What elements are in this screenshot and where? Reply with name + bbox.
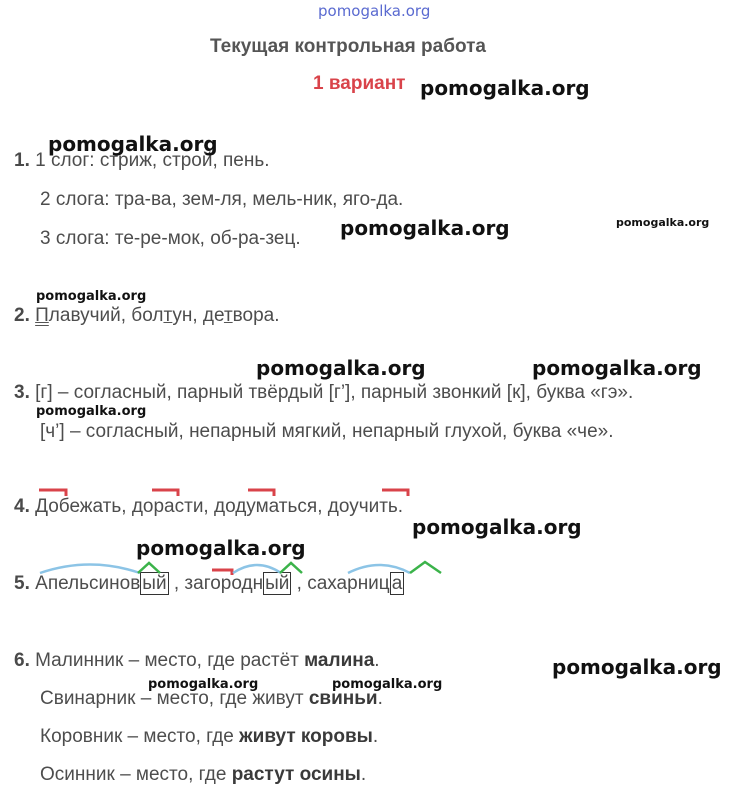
task-6-bold-4: растут осины <box>231 764 361 785</box>
task-1-number: 1. <box>14 150 30 171</box>
suffix-mark-2 <box>280 563 302 573</box>
suffix-mark-1 <box>138 563 160 573</box>
task-5-word-1: Апельсинов <box>35 573 141 594</box>
prefix-mark-1 <box>39 490 66 496</box>
task-5-sep-2: , <box>291 573 308 594</box>
task-4-text: Добежать, дорасти, додуматься, доучить. <box>35 496 404 517</box>
task-5-ending-2: ый <box>265 573 290 594</box>
task-6-bold-1: малина <box>304 650 375 671</box>
watermark-10[interactable]: pomogalka.org <box>136 536 306 560</box>
task-3-line-2: [ч’] – согласный, непарный мягкий, непарный глухой, буква «че». <box>40 421 614 442</box>
watermark-9[interactable]: pomogalka.org <box>412 515 582 539</box>
task-3-number: 3. <box>14 382 30 403</box>
task-5-ending-1: ый <box>142 573 167 594</box>
task-5-ending-3: а <box>391 573 403 594</box>
root-arc-3 <box>348 565 410 573</box>
watermark-13[interactable]: pomogalka.org <box>332 677 443 692</box>
task-6-bold-3: живут коровы <box>239 726 373 747</box>
task-5-number: 5. <box>14 573 30 594</box>
watermark-7[interactable]: pomogalka.org <box>532 356 702 380</box>
watermark-8[interactable]: pomogalka.org <box>36 404 147 419</box>
suffix-mark-3 <box>410 562 441 573</box>
task-6-dot-2: . <box>377 688 383 709</box>
watermark-2[interactable]: pomogalka.org <box>48 132 218 156</box>
task-6-text-3a: Коровник – место, где <box>40 726 240 747</box>
task-6-text-1a: Малинник – место, где растёт <box>35 650 305 671</box>
task-2-part-1: лавучий, бол <box>48 305 164 326</box>
variant-label: 1 вариант <box>313 73 406 94</box>
root-arc-2 <box>233 565 281 573</box>
prefix-mark-3 <box>248 490 274 496</box>
task-5-word-3: сахарниц <box>307 573 390 594</box>
task-2-letter-1: П <box>35 305 49 326</box>
task-2-number: 2. <box>14 305 30 326</box>
task-5-sep-1: , <box>168 573 185 594</box>
prefix-mark-4 <box>382 490 408 496</box>
task-5-word-2: загородн <box>184 573 264 594</box>
watermark-6[interactable]: pomogalka.org <box>256 356 426 380</box>
task-2-part-2: ун, де <box>172 305 224 326</box>
watermark-12[interactable]: pomogalka.org <box>148 677 259 692</box>
task-2-letter-2: т <box>163 305 173 326</box>
task-6-text-2a: Свинарник – место, где живут <box>40 688 309 709</box>
watermark-4[interactable]: pomogalka.org <box>616 216 710 229</box>
task-2-part-3: вора. <box>232 305 280 326</box>
watermark-11[interactable]: pomogalka.org <box>552 655 722 679</box>
task-2-letter-3: т <box>223 305 233 326</box>
task-6-bold-2: свиньи <box>308 688 378 709</box>
task-6-dot-3: . <box>372 726 379 747</box>
task-1-line-3: 3 слога: те-ре-мок, об-ра-зец. <box>40 228 301 249</box>
prefix-mark-5 <box>212 570 232 575</box>
watermark-1[interactable]: pomogalka.org <box>420 76 590 100</box>
watermark-top[interactable]: pomogalka.org <box>318 2 431 20</box>
task-6-text-4a: Осинник – место, где <box>40 764 232 785</box>
task-3-text-1: [г] – согласный, парный твёрдый [г’], парный звонкий [к], буква «гэ». <box>35 382 634 403</box>
task-1-text-1: 1 слог: стриж, строй, пень. <box>35 150 270 171</box>
watermark-3[interactable]: pomogalka.org <box>340 216 510 240</box>
root-arc-1 <box>40 565 140 574</box>
watermark-5[interactable]: pomogalka.org <box>36 289 147 304</box>
task-6-dot-1: . <box>374 650 380 671</box>
prefix-mark-2 <box>152 490 178 496</box>
task-4-number: 4. <box>14 496 30 517</box>
page-title: Текущая контрольная работа <box>210 36 486 57</box>
task-6-dot-4: . <box>360 764 367 785</box>
task-1-line-2: 2 слога: тра-ва, зем-ля, мель-ник, яго-да. <box>40 189 404 210</box>
task-6-number: 6. <box>14 650 30 671</box>
